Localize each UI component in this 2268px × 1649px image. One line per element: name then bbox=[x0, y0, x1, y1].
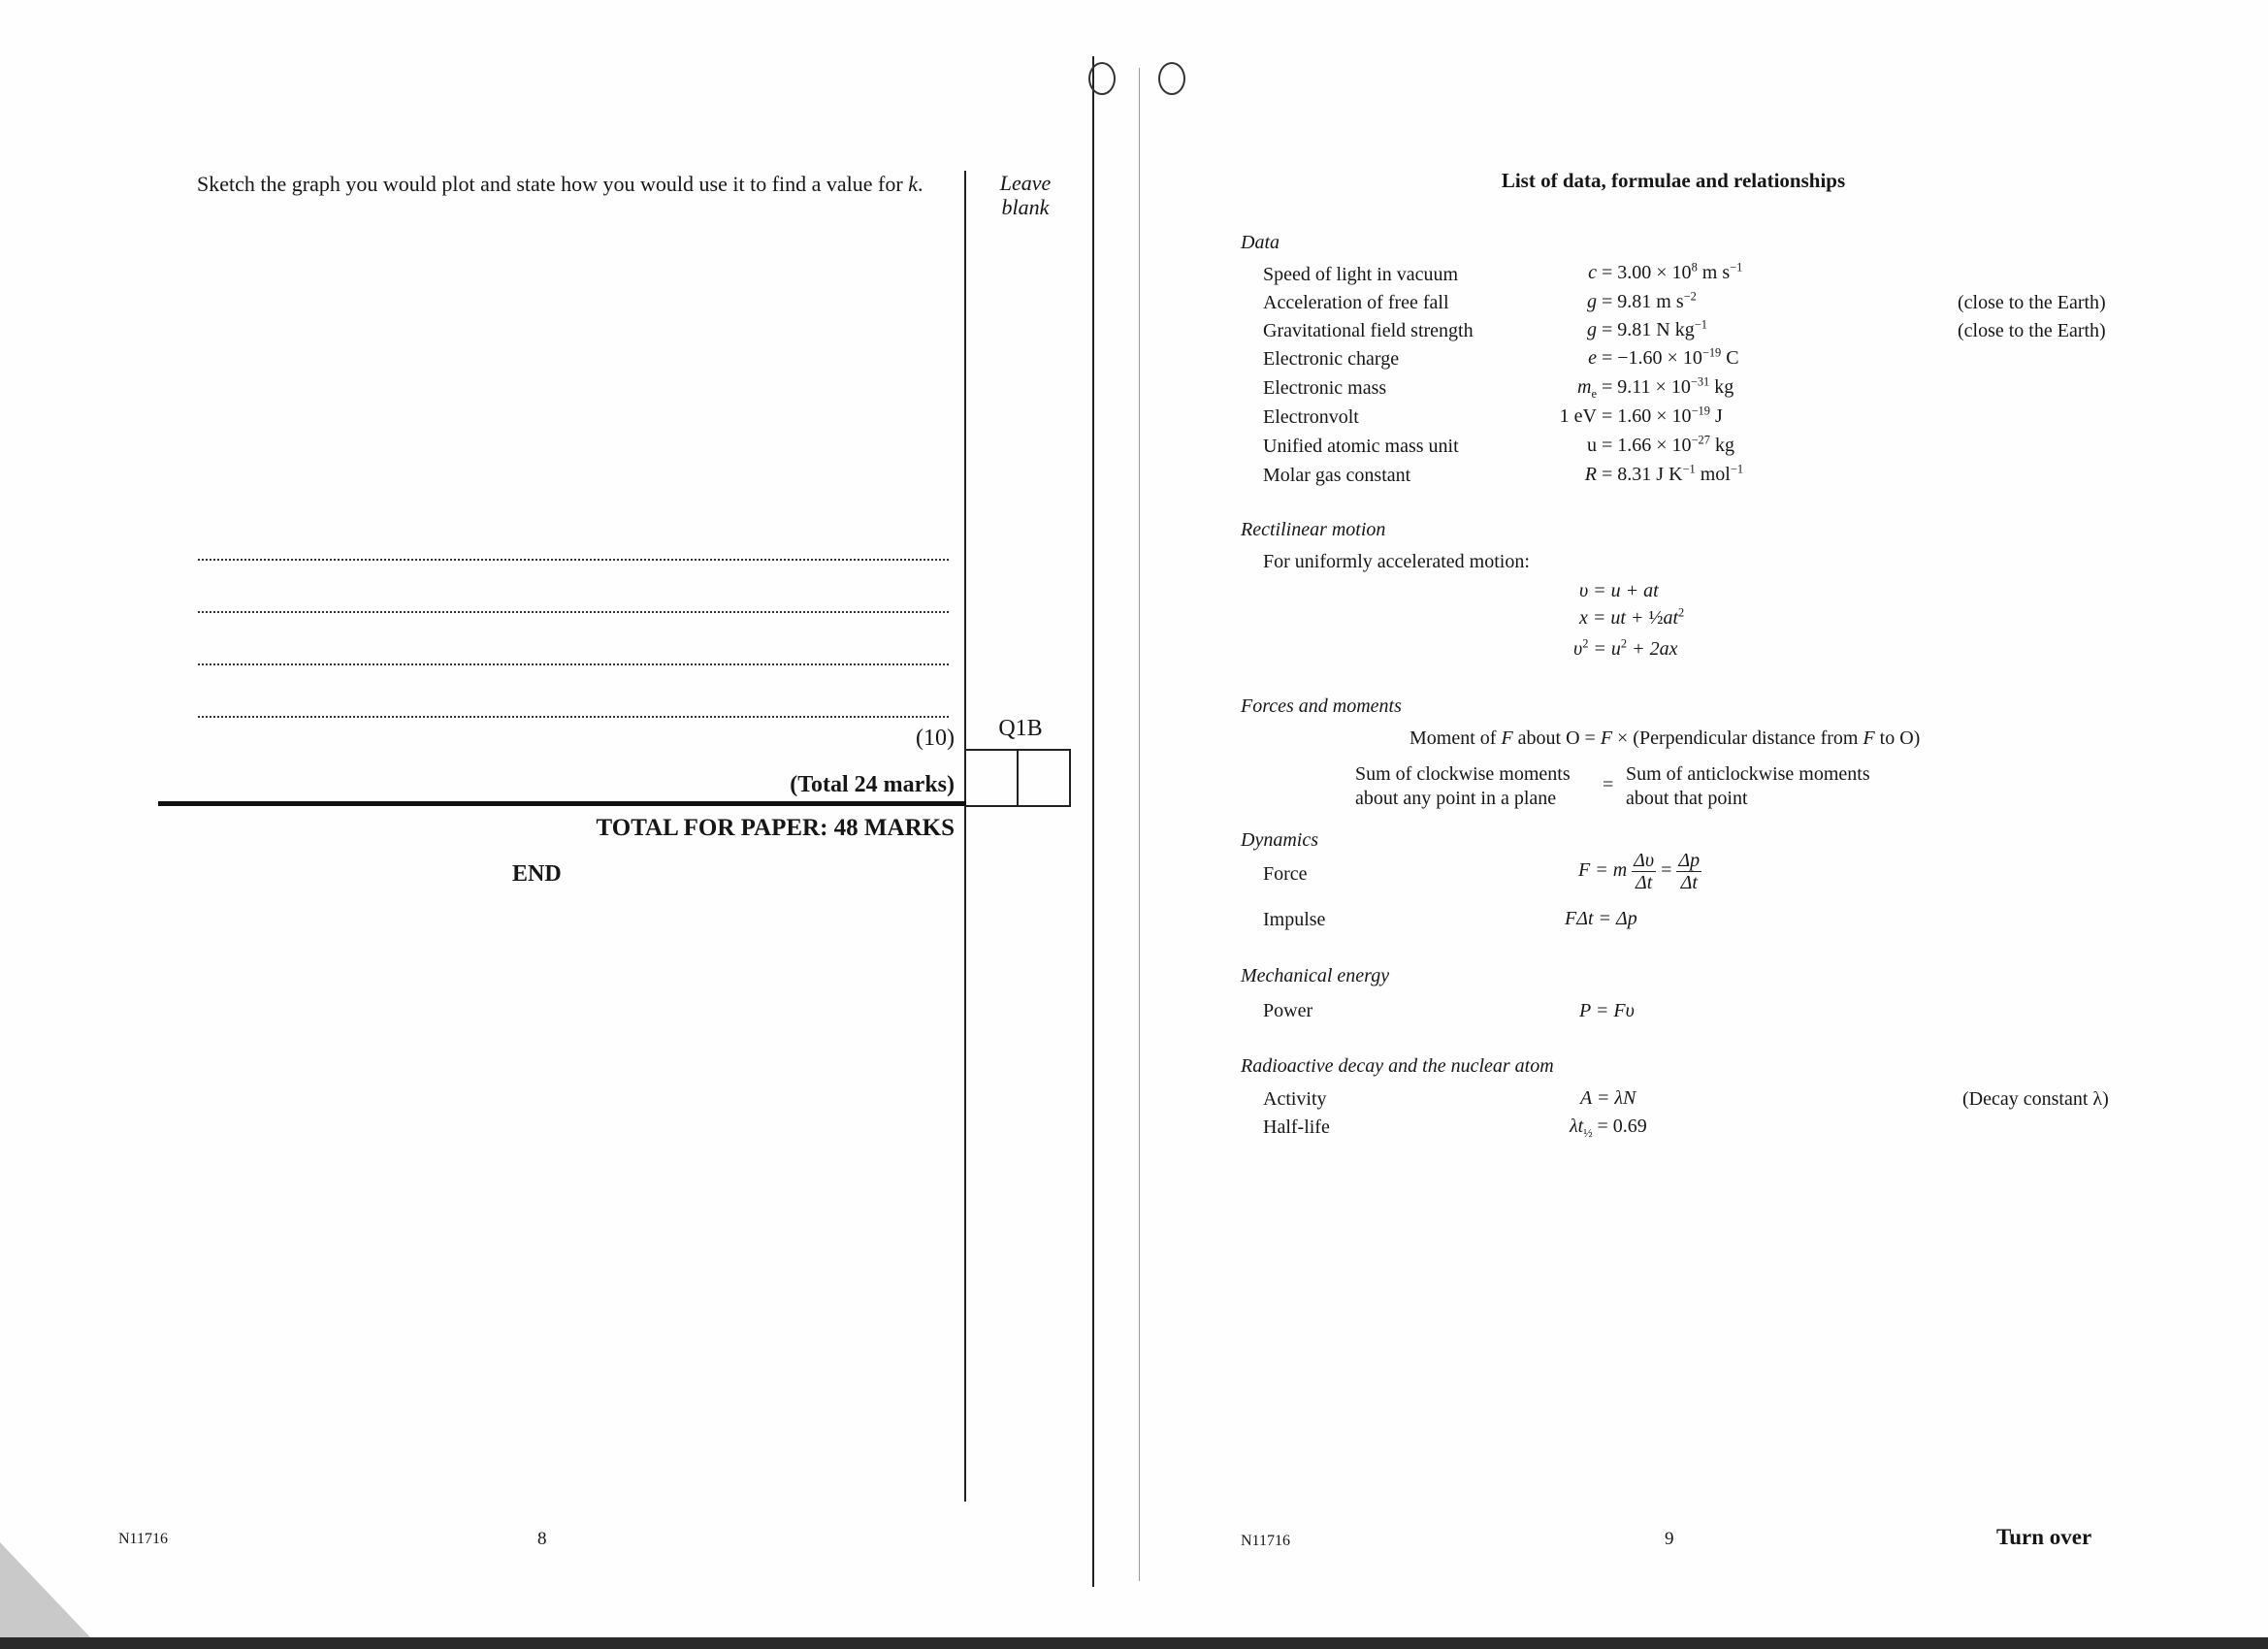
answer-line bbox=[198, 611, 949, 613]
data-equation: g = 9.81 m $s^{-2}$ bbox=[1587, 289, 1697, 312]
halflife-label: Half-life bbox=[1263, 1116, 1330, 1138]
section-heading-radioactive: Radioactive decay and the nuclear atom bbox=[1241, 1055, 1554, 1077]
data-label: Acceleration of free fall bbox=[1263, 292, 1449, 313]
section-heading-forces: Forces and moments bbox=[1241, 695, 1402, 717]
equation-x: x = ut + $\frac{1}{2}at^2$ bbox=[1579, 605, 1685, 629]
binding-spine bbox=[1092, 56, 1094, 1587]
end-label: END bbox=[512, 861, 562, 887]
equation-v: υ = u + at bbox=[1579, 580, 1659, 601]
formula-sheet-title: List of data, formulae and relationships bbox=[1501, 169, 1846, 192]
question-box-label: Q1B bbox=[998, 716, 1043, 741]
total-marks: (Total 24 marks) bbox=[790, 772, 955, 797]
section-heading-dynamics: Dynamics bbox=[1241, 829, 1318, 851]
moment-equation: Moment of F about O = F × (Perpendicular distance from F to O) bbox=[1409, 728, 1921, 749]
data-equation: $m_e = 9.11 \times 10^{-31}$ kg bbox=[1577, 374, 1734, 401]
section-heading-mechanical: Mechanical energy bbox=[1241, 965, 1390, 986]
marks-box bbox=[966, 749, 1071, 807]
activity-note: (Decay constant λ) bbox=[1962, 1088, 2109, 1110]
activity-label: Activity bbox=[1263, 1088, 1327, 1110]
data-equation: R = 8.31 J $K^{-1}$ mol$^{-1}$ bbox=[1584, 462, 1744, 485]
answer-line bbox=[198, 663, 949, 665]
answer-line bbox=[198, 559, 949, 561]
page-number: 8 bbox=[537, 1529, 547, 1549]
punch-hole-right bbox=[1158, 62, 1185, 95]
punch-hole-left bbox=[1088, 62, 1116, 95]
data-label: Electronic charge bbox=[1263, 348, 1400, 370]
impulse-label: Impulse bbox=[1263, 909, 1326, 930]
data-equation: $c = 3.00 \times 10^8$ m $s^{-1}$ bbox=[1588, 260, 1743, 283]
folded-corner bbox=[0, 1542, 92, 1639]
power-label: Power bbox=[1263, 1000, 1313, 1021]
question-text: Sketch the graph you would plot and state how you would use it to find a value for k. bbox=[197, 172, 923, 196]
data-equation: 1 eV = $1.60 \times 10^{-19}$ J bbox=[1559, 404, 1723, 427]
leave-blank-label: Leave blank bbox=[999, 171, 1052, 219]
sum-equals: = bbox=[1603, 774, 1614, 795]
footer-code: N11716 bbox=[1241, 1533, 1290, 1549]
data-equation: $u = 1.66 \times 10^{-27}$ kg bbox=[1587, 433, 1734, 456]
impulse-equation: FΔt = Δp bbox=[1565, 908, 1637, 929]
data-label: Molar gas constant bbox=[1263, 465, 1411, 486]
turn-over: Turn over bbox=[1996, 1525, 2092, 1549]
data-equation: $e = -1.60 \times 10^{-19}$ C bbox=[1588, 345, 1739, 369]
marks-label: (10) bbox=[916, 726, 955, 751]
data-note: (close to the Earth) bbox=[1958, 292, 2106, 313]
end-rule bbox=[158, 801, 966, 806]
data-label: Unified atomic mass unit bbox=[1263, 436, 1459, 457]
margin-line bbox=[964, 171, 966, 1502]
force-equation: F = m $\frac{\Delta\upsilon}{\Delta t}$ = $\frac{\Delta p}{\Delta t}$ bbox=[1578, 850, 1701, 893]
marks-box-divider bbox=[1017, 751, 1019, 805]
scan-edge bbox=[0, 1637, 2268, 1649]
data-label: Electronic mass bbox=[1263, 377, 1387, 399]
page-number: 9 bbox=[1665, 1529, 1674, 1549]
equation-v2: $\upsilon^2 = u^2 + 2ax$ bbox=[1573, 636, 1678, 660]
data-note: (close to the Earth) bbox=[1958, 320, 2106, 341]
rectilinear-label: For uniformly accelerated motion: bbox=[1263, 551, 1530, 572]
power-equation: P = Fυ bbox=[1579, 1000, 1635, 1021]
force-label: Force bbox=[1263, 863, 1308, 885]
sum-clockwise: Sum of clockwise moments about any point in a plane bbox=[1355, 763, 1571, 809]
halflife-equation: $\lambda t_{\frac{1}{2}} = 0.69$ bbox=[1570, 1116, 1647, 1140]
binding-spine-shadow bbox=[1139, 68, 1140, 1581]
sum-anticlockwise: Sum of anticlockwise moments about that point bbox=[1626, 763, 1870, 809]
answer-line bbox=[198, 716, 949, 718]
data-label: Gravitational field strength bbox=[1263, 320, 1474, 341]
section-heading-rectilinear: Rectilinear motion bbox=[1241, 519, 1386, 540]
total-for-paper: TOTAL FOR PAPER: 48 MARKS bbox=[596, 815, 955, 841]
footer-code: N11716 bbox=[118, 1531, 168, 1547]
activity-equation: A = λN bbox=[1580, 1087, 1636, 1109]
data-label: Electronvolt bbox=[1263, 406, 1359, 428]
section-heading-data: Data bbox=[1241, 232, 1280, 253]
data-equation: g = 9.81 N $kg^{-1}$ bbox=[1587, 317, 1707, 340]
data-label: Speed of light in vacuum bbox=[1263, 264, 1459, 285]
